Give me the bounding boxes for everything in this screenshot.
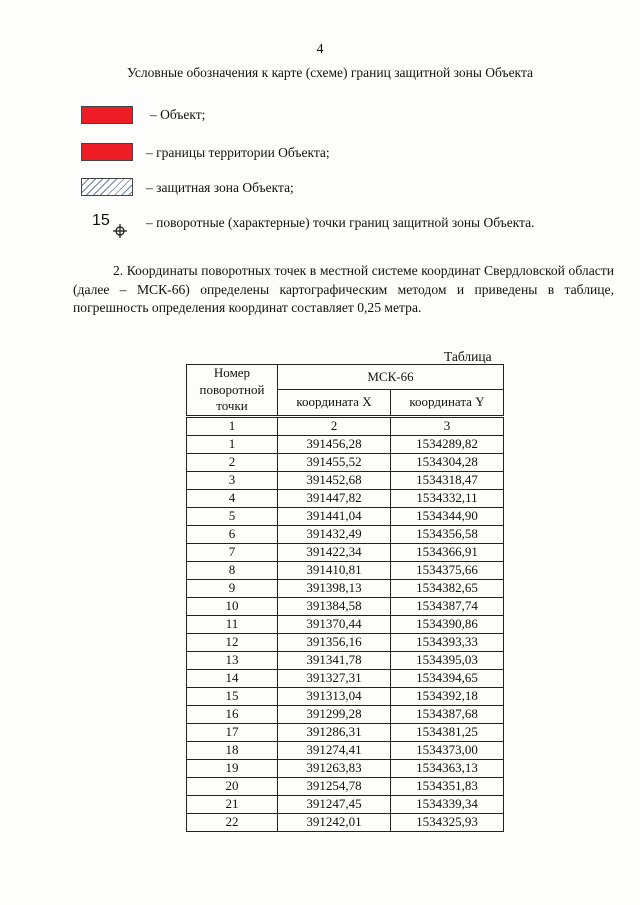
point-number-cell: 15 (187, 687, 278, 705)
table-row (187, 795, 504, 813)
table-caption: Таблица (444, 349, 492, 364)
table-row (187, 471, 504, 489)
y-coordinate-cell: 1534339,34 (391, 795, 504, 813)
x-coordinate-cell: 391242,01 (278, 813, 391, 831)
legend-title: Условные обозначения к карте (схеме) границ защитной зоны Объекта (127, 65, 533, 80)
x-coordinate-cell: 391356,16 (278, 633, 391, 651)
point-number-label: 15 (92, 212, 110, 229)
x-coordinate-cell: 391370,44 (278, 615, 391, 633)
y-coordinate-cell: 1534325,93 (391, 813, 504, 831)
point-number-cell: 21 (187, 795, 278, 813)
table-row (187, 507, 504, 525)
point-number-cell: 7 (187, 543, 278, 561)
point-number-cell: 14 (187, 669, 278, 687)
legend-item-protective-zone (0, 178, 640, 202)
x-coordinate-cell: 391341,78 (278, 651, 391, 669)
table-row (187, 543, 504, 561)
territory-swatch (81, 143, 133, 161)
y-coordinate-cell: 1534387,68 (391, 705, 504, 723)
hatch-swatch (81, 178, 133, 196)
table-row (187, 597, 504, 615)
y-coordinate-cell: 1534381,25 (391, 723, 504, 741)
table-row (187, 435, 504, 453)
x-coordinate-cell: 391441,04 (278, 507, 391, 525)
x-coordinate-cell: 391286,31 (278, 723, 391, 741)
y-coordinate-cell: 1534392,18 (391, 687, 504, 705)
point-number-cell: 5 (187, 507, 278, 525)
point-number-cell: 10 (187, 597, 278, 615)
legend-item-territory (0, 143, 640, 167)
header-coordinate-system: МСК-66 (278, 365, 504, 390)
legend-item-turning-points (0, 212, 640, 236)
y-coordinate-cell: 1534366,91 (391, 543, 504, 561)
x-coordinate-cell: 391422,34 (278, 543, 391, 561)
table-row (187, 705, 504, 723)
table-row (187, 525, 504, 543)
point-number-cell: 4 (187, 489, 278, 507)
x-coordinate-cell: 391452,68 (278, 471, 391, 489)
x-coordinate-cell: 391455,52 (278, 453, 391, 471)
y-coordinate-cell: 1534395,03 (391, 651, 504, 669)
point-number-cell: 18 (187, 741, 278, 759)
table-row (187, 651, 504, 669)
point-number-cell: 13 (187, 651, 278, 669)
point-number-cell: 3 (187, 471, 278, 489)
table-row (187, 741, 504, 759)
y-coordinate-cell: 1534351,83 (391, 777, 504, 795)
table-row (187, 561, 504, 579)
y-coordinate-cell: 1534356,58 (391, 525, 504, 543)
point-number-cell: 9 (187, 579, 278, 597)
point-number-cell: 6 (187, 525, 278, 543)
legend-item-object (0, 106, 640, 130)
table-row (187, 687, 504, 705)
object-swatch (81, 106, 133, 124)
column-index-row: 1 2 3 (187, 416, 504, 435)
x-coordinate-cell: 391398,13 (278, 579, 391, 597)
table-row (187, 489, 504, 507)
crosshair-point-icon (112, 223, 128, 239)
point-number-cell: 17 (187, 723, 278, 741)
point-number-cell: 19 (187, 759, 278, 777)
point-number-cell: 12 (187, 633, 278, 651)
x-coordinate-cell: 391254,78 (278, 777, 391, 795)
table-row (187, 723, 504, 741)
point-number-cell: 1 (187, 435, 278, 453)
page-number: 4 (316, 42, 324, 57)
x-coordinate-cell: 391447,82 (278, 489, 391, 507)
x-coordinate-cell: 391274,41 (278, 741, 391, 759)
y-coordinate-cell: 1534394,65 (391, 669, 504, 687)
point-number-cell: 8 (187, 561, 278, 579)
x-coordinate-cell: 391456,28 (278, 435, 391, 453)
legend-item-label: – поворотные (характерные) точки границ защитной зоны Объекта. (146, 215, 535, 230)
point-number-cell: 22 (187, 813, 278, 831)
table-row (187, 633, 504, 651)
table-row (187, 813, 504, 831)
y-coordinate-cell: 1534382,65 (391, 579, 504, 597)
table-row (187, 759, 504, 777)
y-coordinate-cell: 1534332,11 (391, 489, 504, 507)
y-coordinate-cell: 1534304,28 (391, 453, 504, 471)
table-row (187, 777, 504, 795)
x-coordinate-cell: 391432,49 (278, 525, 391, 543)
legend-item-label: – Объект; (150, 107, 206, 122)
point-number-cell: 20 (187, 777, 278, 795)
y-coordinate-cell: 1534375,66 (391, 561, 504, 579)
point-number-cell: 16 (187, 705, 278, 723)
table-row (187, 615, 504, 633)
table-row (187, 579, 504, 597)
coordinates-table (186, 364, 504, 832)
y-coordinate-cell: 1534344,90 (391, 507, 504, 525)
x-coordinate-cell: 391299,28 (278, 705, 391, 723)
x-coordinate-cell: 391327,31 (278, 669, 391, 687)
legend-item-label: – защитная зона Объекта; (146, 180, 294, 195)
y-coordinate-cell: 1534373,00 (391, 741, 504, 759)
y-coordinate-cell: 1534393,33 (391, 633, 504, 651)
coordinates-paragraph: 2. Координаты поворотных точек в местной системе координат Свердловской области (далее – МСК-66) определены картографическим методом и приведены в таблице, погрешность определения координат составляет 0,25 метра. (73, 263, 614, 315)
y-coordinate-cell: 1534390,86 (391, 615, 504, 633)
header-y: координата Y (391, 390, 504, 416)
x-coordinate-cell: 391410,81 (278, 561, 391, 579)
point-number-cell: 2 (187, 453, 278, 471)
y-coordinate-cell: 1534289,82 (391, 435, 504, 453)
x-coordinate-cell: 391384,58 (278, 597, 391, 615)
y-coordinate-cell: 1534318,47 (391, 471, 504, 489)
table-row (187, 453, 504, 471)
x-coordinate-cell: 391247,45 (278, 795, 391, 813)
header-point-number: Номер поворотной точки (187, 365, 278, 417)
header-x: координата X (278, 390, 391, 416)
table-row (187, 669, 504, 687)
x-coordinate-cell: 391263,83 (278, 759, 391, 777)
y-coordinate-cell: 1534387,74 (391, 597, 504, 615)
legend-item-label: – границы территории Объекта; (146, 145, 330, 160)
x-coordinate-cell: 391313,04 (278, 687, 391, 705)
y-coordinate-cell: 1534363,13 (391, 759, 504, 777)
point-number-cell: 11 (187, 615, 278, 633)
